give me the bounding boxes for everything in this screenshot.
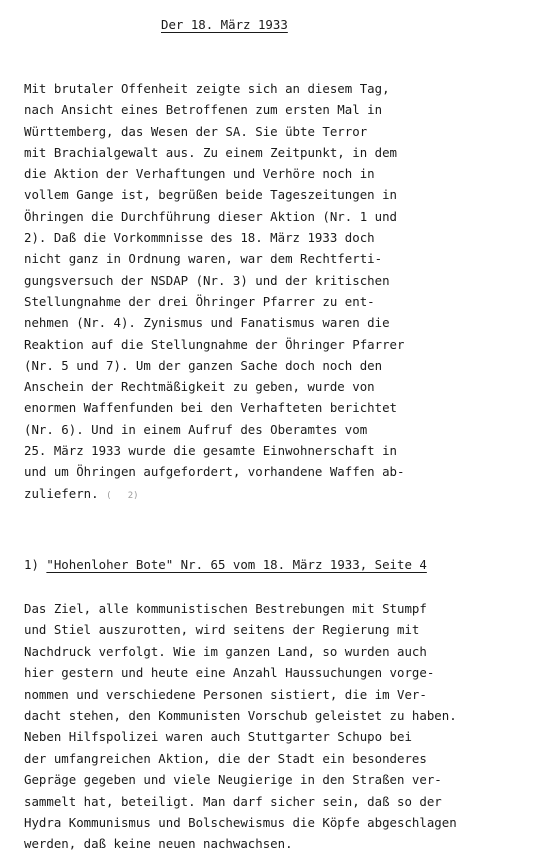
text-line: nehmen (Nr. 4). Zynismus und Fanatismus waren die [24, 315, 390, 331]
text-line: Stellungnahme der drei Öhringer Pfarrer zu ent- [24, 293, 375, 309]
text-line: 2). Daß die Vorkommnisse des 18. März 1933 doch [24, 230, 375, 246]
page-title: Der 18. März 1933 [161, 17, 288, 32]
text-line: die Aktion der Verhaftungen und Verhöre noch in [24, 166, 375, 182]
text-line: mit Brachialgewalt aus. Zu einem Zeitpunkt, in dem [24, 144, 397, 160]
text-line: hier gestern und heute eine Anzahl Haussuchungen vorge- [24, 665, 435, 681]
text-line: Mit brutaler Offenheit zeigte sich an diesem Tag, [24, 81, 390, 96]
text-line: gungsversuch der NSDAP (Nr. 3) und der kritischen [24, 272, 390, 288]
text-line: Das Ziel, alle kommunistischen Bestrebungen mit Stumpf [24, 601, 427, 616]
text-line: und Stiel auszurotten, wird seitens der Regierung mit [24, 622, 420, 638]
text-line: nach Ansicht eines Betroffenen zum ersten Mal in [24, 102, 383, 118]
text-line: Hydra Kommunismus und Bolschewismus die Köpfe abgeschlagen [24, 814, 457, 830]
section-number: 1) [24, 557, 47, 572]
text-line: (Nr. 5 und 7). Um der ganzen Sache doch noch den [24, 357, 383, 373]
text-line: sammelt hat, beteiligt. Man darf sicher sein, daß so der [24, 793, 442, 809]
text-line: Reaktion auf die Stellungnahme der Öhringer Pfarrer [24, 336, 405, 352]
text-line: Öhringen die Durchführung dieser Aktion (Nr. 1 und [24, 208, 397, 224]
intro-paragraph [24, 78, 404, 504]
text-line: und um Öhringen aufgefordert, vorhandene Waffen ab- [24, 464, 405, 480]
faint-annotation: ( 2) [106, 490, 139, 501]
text-line: enormen Waffenfunden bei den Verhafteten berichtet [24, 400, 397, 416]
text-line: (Nr. 6). Und in einem Aufruf des Oberamtes vom [24, 421, 368, 437]
text-line: Neben Hilfspolizei waren auch Stuttgarter Schupo bei [24, 729, 412, 745]
text-line: Anschein der Rechtmäßigkeit zu geben, wurde von [24, 379, 375, 395]
text-line: der umfangreichen Aktion, die der Stadt ein besonderes [24, 750, 427, 766]
text-line: vollem Gange ist, begrüßen beide Tageszeitungen in [24, 187, 397, 203]
text-line: nicht ganz in Ordnung waren, war dem Rechtferti- [24, 251, 383, 267]
text-line: Gepräge gegeben und viele Neugierige in den Straßen ver- [24, 772, 442, 788]
text-line: nommen und verschiedene Personen sistiert, die im Ver- [24, 686, 427, 702]
text-line: werden, daß keine neuen nachwachsen. [24, 836, 293, 852]
quote-paragraph [24, 598, 457, 855]
text-line: Württemberg, das Wesen der SA. Sie übte Terror [24, 123, 368, 139]
text-line: 25. März 1933 wurde die gesamte Einwohnerschaft in [24, 443, 397, 459]
section-source: "Hohenloher Bote" Nr. 65 vom 18. März 1933, Seite 4 [46, 557, 427, 572]
text-line-last [24, 483, 404, 504]
text-line: dacht stehen, den Kommunisten Vorschub geleistet zu haben. [24, 707, 457, 723]
text-line: Nachdruck verfolgt. Wie im ganzen Land, so wurden auch [24, 643, 427, 659]
section-heading [24, 557, 427, 572]
text-line-content: zuliefern. [24, 485, 99, 501]
